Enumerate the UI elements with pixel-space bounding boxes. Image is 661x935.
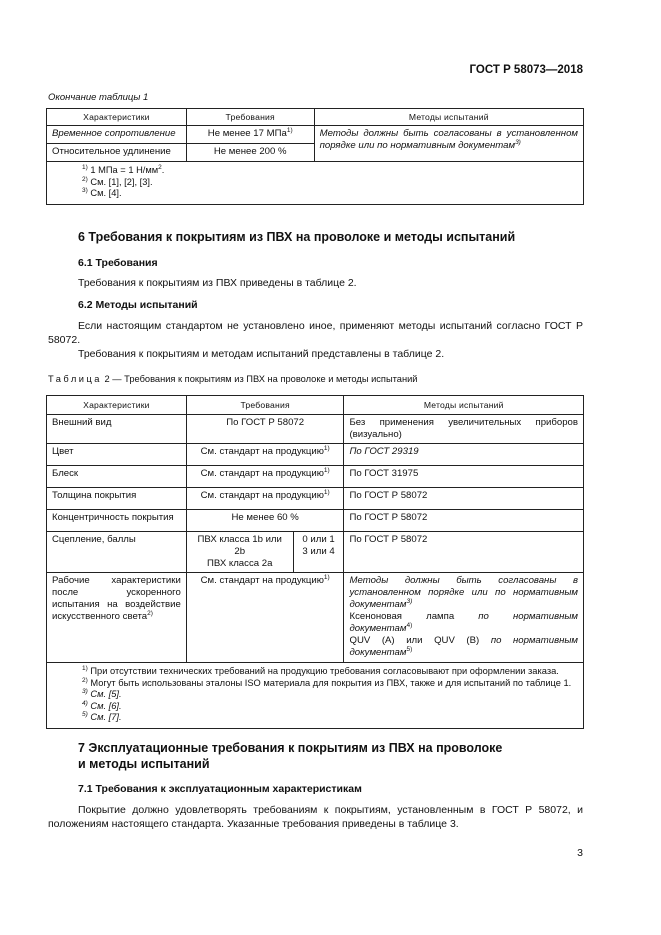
cell-characteristic: Концентричность покрытия — [47, 510, 187, 532]
method-line: QUV (A) или QUV (B) по нормативным документам$^{5)}$ — [349, 635, 579, 658]
table-row — [47, 415, 584, 444]
paragraph: Требования к покрытиям и методам испытаний представлены в таблице 2. — [78, 348, 445, 360]
table-2 — [46, 395, 584, 729]
column-header: Методы испытаний — [344, 396, 584, 415]
table-footnotes — [47, 162, 584, 205]
footnote: $^{1)}$ При отсутствии технических требований на продукцию требования согласовывают при оформлении заказа. — [82, 664, 559, 676]
subsection-6-2-title: 6.2 Методы испытаний — [78, 299, 198, 311]
cell-method: По ГОСТ Р 58072 — [344, 488, 584, 510]
cell-method: По ГОСТ 29319 — [344, 444, 584, 466]
cell-requirement: См. стандарт на продукцию$^{1)}$ — [186, 573, 344, 663]
section-7-title: 7 Эксплуатационные требования к покрытиям из ПВХ на проволоке и методы испытаний — [78, 741, 503, 771]
column-header: Методы испытаний — [314, 109, 583, 126]
cell-characteristic: Блеск — [47, 466, 187, 488]
cell-characteristic: Рабочие характеристики после ускоренного испытания на воздействие искусственного света$^{2)}$ — [47, 573, 187, 663]
paragraph: Требования к покрытиям из ПВХ приведены в таблице 2. — [78, 277, 357, 289]
cell-method: По ГОСТ 31975 — [344, 466, 584, 488]
cell-method: Методы должны быть согласованы в установленном порядке или по нормативным документам$^{3)}$ — [314, 126, 583, 162]
footnote: $^{4)}$ См. [6]. — [82, 699, 122, 711]
cell-requirement-score: 0 или 1 3 или 4 — [293, 532, 344, 573]
table-header-row — [47, 396, 584, 415]
table-1 — [46, 108, 584, 205]
method-line: Методы должны быть согласованы в установленном порядке или по нормативным документам$^{3)}$ — [349, 575, 578, 610]
cell-characteristic: Цвет — [47, 444, 187, 466]
table-row — [47, 532, 584, 573]
table-header-row — [47, 109, 584, 126]
page-number: 3 — [577, 847, 583, 859]
cell-characteristic: Толщина покрытия — [47, 488, 187, 510]
column-header: Характеристики — [47, 396, 187, 415]
cell-method — [344, 573, 584, 663]
column-header: Требования — [186, 109, 314, 126]
footnote: $^{2)}$ См. [1], [2], [3]. — [82, 175, 153, 187]
paragraph: Покрытие должно удовлетворять требованиям к покрытиям, установленным в ГОСТ Р 58072, и положениям настоящего стандарта. Указанные требования приведены в таблице 3. — [48, 804, 583, 830]
table-row — [47, 573, 584, 663]
cell-requirement: По ГОСТ Р 58072 — [186, 415, 344, 444]
footnote: $^{1)}$ 1 МПа = 1 $Н/мм^2$. — [82, 163, 165, 175]
footnote: $^{3)}$ См. [4]. — [82, 186, 122, 198]
subsection-6-1-title: 6.1 Требования — [78, 257, 158, 269]
footnote: $^{2)}$ Могут быть использованы эталоны ISO материала для покрытия из ПВХ, также и для испытаний по таблице 1. — [82, 676, 572, 688]
cell-requirement: См. стандарт на продукцию$^{1)}$ — [186, 488, 344, 510]
method-line: Ксеноновая лампа по нормативным документам$^{4)}$ — [349, 611, 578, 634]
table-row — [47, 488, 584, 510]
cell-characteristic: Временное сопротивление — [47, 126, 187, 144]
column-header: Требования — [186, 396, 344, 415]
cell-characteristic: Внешний вид — [47, 415, 187, 444]
cell-characteristic: Относительное удлинение — [47, 144, 187, 162]
table-row — [47, 126, 584, 144]
cell-requirement: См. стандарт на продукцию$^{1)}$ — [186, 444, 344, 466]
cell-requirement-class: ПВХ класса 1b или 2b ПВХ класса 2а — [186, 532, 293, 573]
table1-continuation-caption: Окончание таблицы 1 — [48, 92, 149, 103]
cell-method: Без применения увеличительных приборов (визуально) — [344, 415, 584, 444]
table-row — [47, 444, 584, 466]
cell-method: По ГОСТ Р 58072 — [344, 532, 584, 573]
paragraph: Если настоящим стандартом не установлено иное, применяют методы испытаний согласно ГОСТ Р 58072. — [48, 320, 583, 346]
table-row — [47, 510, 584, 532]
footnote: $^{3)}$ См. [5]. — [82, 687, 122, 699]
cell-requirement: Не менее 60 % — [186, 510, 344, 532]
table-footnotes-row — [47, 663, 584, 729]
table2-caption: Таблица 2 — Требования к покрытиям из ПВХ на проволоке и методы испытаний — [48, 374, 418, 384]
section-6-title: 6 Требования к покрытиям из ПВХ на проволоке и методы испытаний — [78, 230, 516, 244]
cell-requirement: См. стандарт на продукцию$^{1)}$ — [186, 466, 344, 488]
cell-requirement: Не менее 17 МПа$^{1)}$ — [186, 126, 314, 144]
table-row — [47, 466, 584, 488]
table-footnotes — [47, 663, 584, 729]
subsection-7-1-title: 7.1 Требования к эксплуатационным характеристикам — [78, 783, 362, 795]
footnote: $^{5)}$ См. [7]. — [82, 710, 122, 722]
cell-characteristic: Сцепление, баллы — [47, 532, 187, 573]
table-footnotes-row — [47, 162, 584, 205]
cell-requirement: Не менее 200 % — [186, 144, 314, 162]
column-header: Характеристики — [47, 109, 187, 126]
document-header: ГОСТ Р 58073—2018 — [469, 64, 583, 76]
cell-method: По ГОСТ Р 58072 — [344, 510, 584, 532]
